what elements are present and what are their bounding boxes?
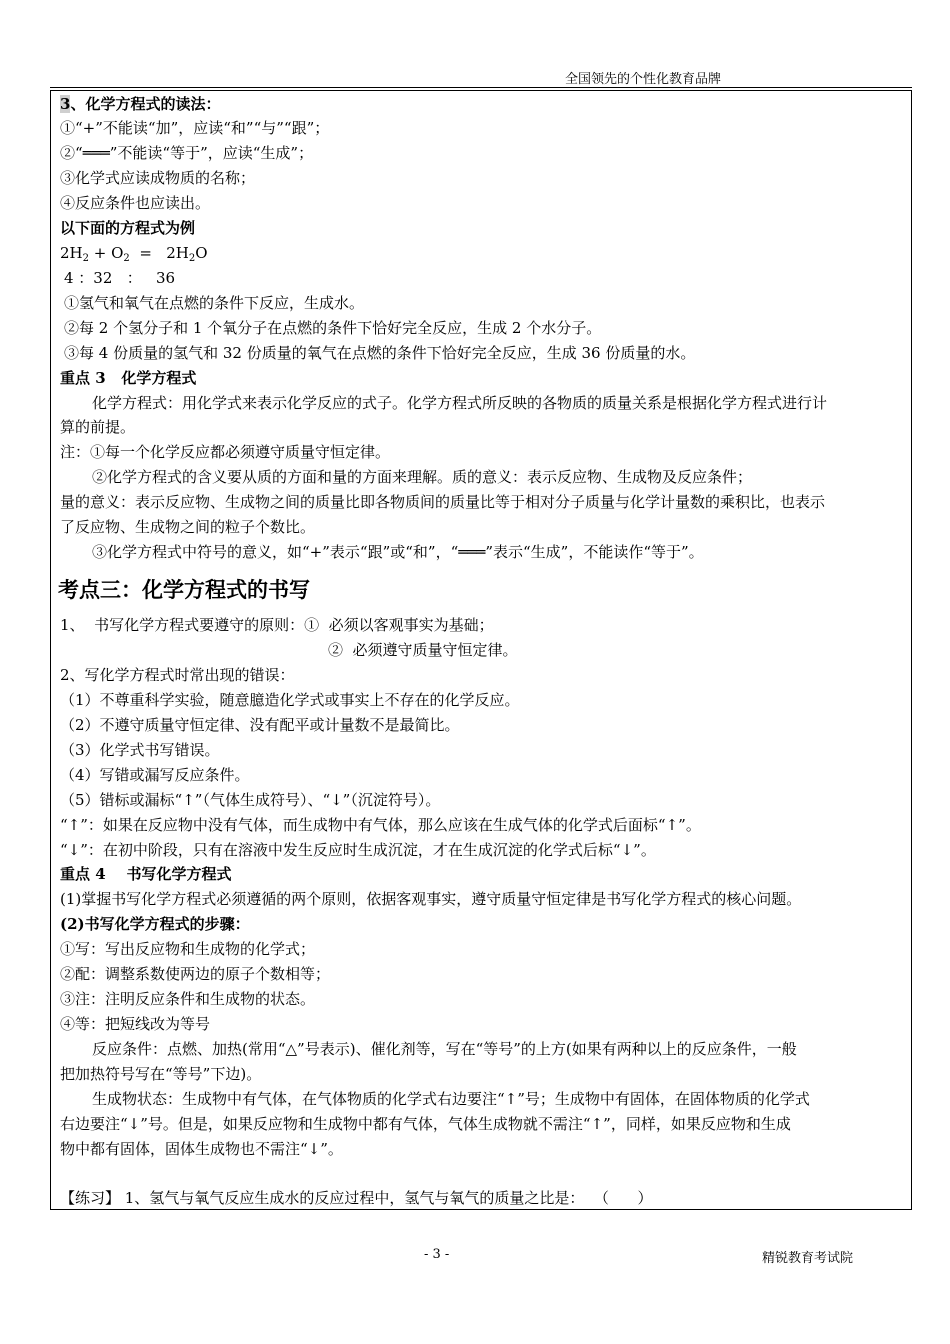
key4-principle: (1)掌握书写化学方程式必须遵循的两个原则，依据客观事实，遵守质量守恒定律是书写化学方程式的核心问题。 [60,890,802,908]
principle-line: 1、 书写化学方程式要遵守的原则：① 必须以客观事实为基础； [60,616,494,634]
header-rule [50,87,912,88]
chemical-equation: $2H_2 + O_2 = 2H_2O$ [60,244,208,264]
step-item: ③注：注明反应条件和生成物的状态。 [60,990,316,1008]
meaning-line: ②每 2 个氢分子和 1 个氧分子在点燃的条件下恰好完全反应，生成 2 个水分子。 [64,319,602,337]
error-item: （4）写错或漏写反应条件。 [60,766,250,784]
state-line: 生成物状态：生成物中有气体，在气体物质的化学式右边要注“↑”号；生成物中有固体，在固体物质的化学式 [92,1090,810,1108]
error-item: （5）错标或漏标“↑”（气体生成符号）、“↓”（沉淀符号）。 [60,791,441,809]
step-item: ②配：调整系数使两边的原子个数相等； [60,965,331,983]
error-item: （2）不遵守质量守恒定律、没有配平或计量数不是最简比。 [60,716,460,734]
reading-title: 、化学方程式的读法： [70,95,221,113]
meaning-line: ③每 4 份质量的氢气和 32 份质量的氧气在点燃的条件下恰好完全反应，生成 36 份质量的水。 [64,344,696,362]
mass-ratio: 4 ：32 ： 36 [64,269,176,287]
kaodian3-heading: 考点三：化学方程式的书写 [58,578,310,602]
meaning-line: ①氢气和氧气在点燃的条件下反应，生成水。 [64,294,365,312]
reading-item: ②“═══”不能读“等于”，应读“生成”； [60,144,314,162]
errors-title: 2、写化学方程式时常出现的错误： [60,666,295,684]
error-item: （1）不尊重科学实验，随意臆造化学式或事实上不存在的化学反应。 [60,691,520,709]
example-title: 以下面的方程式为例 [60,219,196,237]
reading-item: ①“+”不能读“加”，应读“和”“与”“跟”； [60,119,330,137]
footer-brand: 精锐教育考试院 [762,1251,854,1266]
reading-item: ④反应条件也应读出。 [60,194,211,212]
up-arrow-note: “↑”：如果在反应物中没有气体，而生成物中有气体，那么应该在生成气体的化学式后面标“↑”。 [60,816,701,834]
state-line: 物中都有固体，固体生成物也不需注“↓”。 [60,1140,343,1158]
key3-line: 量的意义：表示反应物、生成物之间的质量比即各物质间的质量比等于相对分子质量与化学计量数的乘积比，也表示 [60,493,826,511]
steps-title: (2)书写化学方程式的步骤： [60,915,250,933]
exercise-question: 【练习】 1、氢气与氧气反应生成水的反应过程中，氢气与氧气的质量之比是： （ ） [60,1189,653,1207]
down-arrow-note: “↓”：在初中阶段，只有在溶液中发生反应时生成沉淀，才在生成沉淀的化学式后标“↓”。 [60,841,656,859]
state-line: 右边要注“↓”号。但是，如果反应物和生成物中都有气体，气体生成物就不需注“↑”，同样，如果反应物和生成 [60,1115,791,1133]
key3-line: 注：①每一个化学反应都必须遵守质量守恒定律。 [60,443,391,461]
section-number: 3 [60,95,71,113]
key3-line: ②化学方程式的含义要从质的方面和量的方面来理解。质的意义：表示反应物、生成物及反应条件； [92,468,753,486]
key4-title: 重点 4 书写化学方程式 [60,865,232,883]
page-number: - 3 - [424,1247,450,1262]
key3-title: 重点 3 化学方程式 [60,369,197,387]
error-item: （3）化学式书写错误。 [60,741,220,759]
condition-line: 把加热符号写在“等号”下边)。 [60,1065,262,1083]
reading-item: ③化学式应读成物质的名称； [60,169,256,187]
key3-line: 算的前提。 [60,418,136,436]
key3-line: 化学方程式：用化学式来表示化学反应的式子。化学方程式所反映的各物质的质量关系是根据化学方程式进行计 [92,394,828,412]
key3-line: ③化学方程式中符号的意义，如“+”表示“跟”或“和”，“═══”表示“生成”，不能读作“等于”。 [92,543,704,561]
reading-heading [60,94,220,114]
header-brand: 全国领先的个性化教育品牌 [565,72,722,87]
step-item: ①写：写出反应物和生成物的化学式； [60,940,316,958]
key3-line: 了反应物、生成物之间的粒子个数比。 [60,518,316,536]
step-item: ④等：把短线改为等号 [60,1015,211,1033]
condition-line: 反应条件：点燃、加热(常用“△”号表示)、催化剂等，写在“等号”的上方(如果有两种以上的反应条件，一般 [92,1040,797,1058]
principle-line: ② 必须遵守质量守恒定律。 [328,641,518,659]
